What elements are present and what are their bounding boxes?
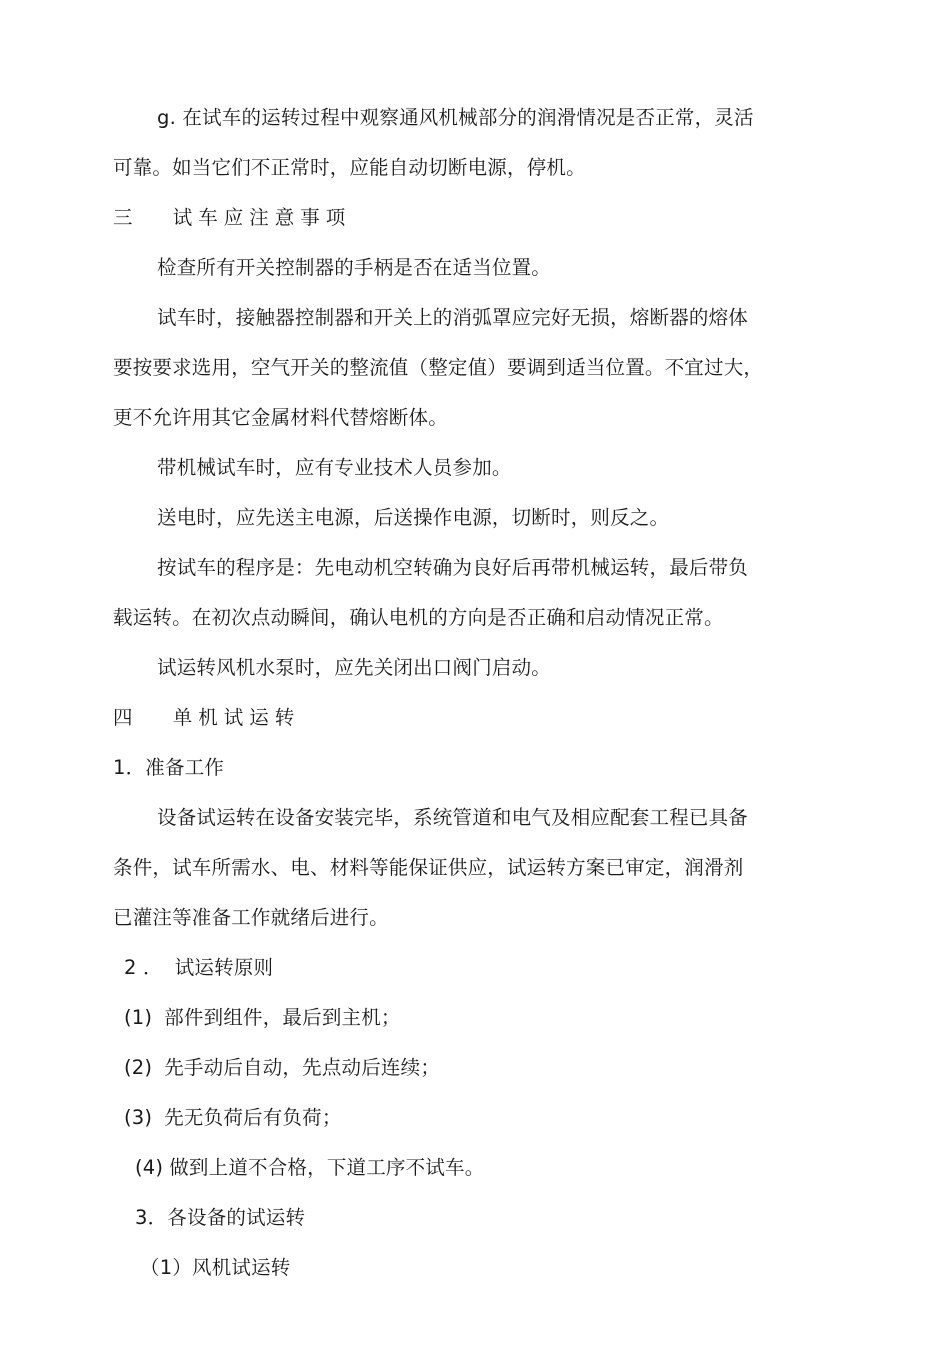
- list-item: [124, 1056, 440, 1080]
- paragraph-line: 按试车的程序是：先电动机空转确为良好后再带机械运转，最后带负: [157, 556, 749, 579]
- list-item-number: (1): [124, 1006, 153, 1029]
- paragraph-line: 已灌注等准备工作就绪后进行。: [113, 906, 389, 929]
- section-title: 单机试运转: [172, 706, 301, 729]
- list-item-number: (4): [135, 1156, 164, 1179]
- section-number: 四: [113, 706, 133, 729]
- paragraph-line: 送电时，应先送主电源，后送操作电源，切断时，则反之。: [157, 506, 670, 529]
- paragraph-line: 载运转。在初次点动瞬间，确认电机的方向是否正确和启动情况正常。: [113, 606, 724, 629]
- paragraph-line: 设备试运转在设备安装完毕，系统管道和电气及相应配套工程已具备: [157, 806, 749, 829]
- paragraph-line: 带机械试车时，应有专业技术人员参加。: [157, 456, 512, 479]
- subsection-heading: （1）风机试运转: [140, 1256, 291, 1279]
- paragraph-line: 检查所有开关控制器的手柄是否在适当位置。: [157, 256, 552, 279]
- subsection-title: 试运转原则: [174, 956, 274, 979]
- paragraph-line: 条件，试车所需水、电、材料等能保证供应，试运转方案已审定，润滑剂: [113, 856, 744, 879]
- subsection-heading: 3．各设备的试运转: [135, 1206, 306, 1229]
- section-title: 试车应注意事项: [172, 206, 352, 229]
- subsection-heading: [124, 956, 273, 980]
- paragraph-line: 要按要求选用，空气开关的整流值（整定值）要调到适当位置。不宜过大，: [113, 356, 764, 379]
- subsection-number: 2 ．: [124, 956, 163, 979]
- list-item: [135, 1156, 484, 1180]
- list-item-text: 先手动后自动，先点动后连续；: [164, 1056, 441, 1079]
- paragraph-line: g. 在试车的运转过程中观察通风机械部分的润滑情况是否正常，灵活: [157, 106, 754, 129]
- section-number: 三: [113, 206, 133, 229]
- list-item-text: 部件到组件，最后到主机；: [164, 1006, 401, 1029]
- list-item: [124, 1106, 342, 1130]
- paragraph-line: 试运转风机水泵时，应先关闭出口阀门启动。: [157, 656, 552, 679]
- list-item-text: 做到上道不合格，下道工序不试车。: [169, 1156, 485, 1179]
- section-heading: [113, 706, 300, 730]
- paragraph-line: 可靠。如当它们不正常时，应能自动切断电源，停机。: [113, 156, 586, 179]
- subsection-heading: 1．准备工作: [113, 756, 225, 779]
- list-item-number: (3): [124, 1106, 153, 1129]
- paragraph-line: 试车时，接触器控制器和开关上的消弧罩应完好无损，熔断器的熔体: [157, 306, 749, 329]
- section-heading: [113, 206, 351, 230]
- list-item-text: 先无负荷后有负荷；: [164, 1106, 342, 1129]
- paragraph-line: 更不允许用其它金属材料代替熔断体。: [113, 406, 448, 429]
- list-item-number: (2): [124, 1056, 153, 1079]
- list-item: [124, 1006, 401, 1030]
